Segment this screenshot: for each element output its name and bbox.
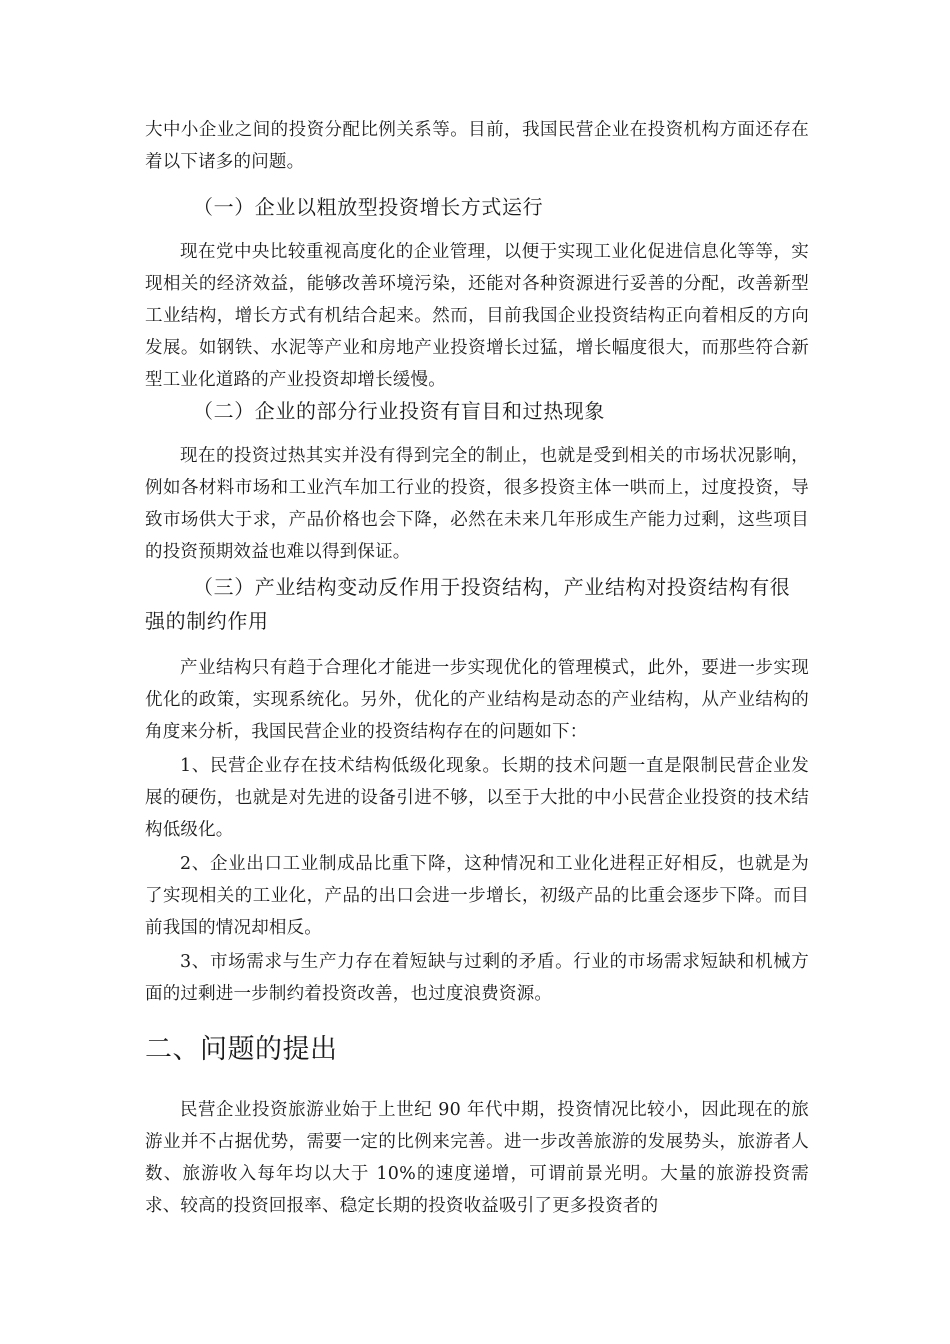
section-heading: 二、问题的提出 bbox=[145, 1034, 338, 1065]
list-item-3: 3、市场需求与生产力存在着短缺与过剩的矛盾。行业的市场需求短缺和机械方面的过剩进一步制约着投资改善，也过度浪费资源。 bbox=[145, 952, 809, 1004]
subheading-2: （二）企业的部分行业投资有盲目和过热现象 bbox=[193, 399, 605, 423]
paragraph-1: 现在党中央比较重视高度化的企业管理，以便于实现工业化促进信息化等等，实现相关的经济效益，能够改善环境污染，还能对各种资源进行妥善的分配，改善新型工业结构，增长方式有机结合起来。然而，目前我国企业投资结构正向着相反的方向发展。如钢铁、水泥等产业和房地产业投资增长过猛，增长幅度很大，而那些符合新型工业化道路的产业投资却增长缓慢。 bbox=[145, 242, 809, 390]
subheading-1: （一）企业以粗放型投资增长方式运行 bbox=[193, 195, 544, 219]
subheading-3: （三）产业结构变动反作用于投资结构，产业结构对投资结构有很强的制约作用 bbox=[145, 575, 791, 633]
paragraph-4: 民营企业投资旅游业始于上世纪 90 年代中期，投资情况比较小，因此现在的旅游业并不占据优势，需要一定的比例来完善。进一步改善旅游的发展势头，旅游者人数、旅游收入每年均以大于 10%的速度递增，可谓前景光明。大量的旅游投资需求、较高的投资回报率、稳定长期的投资收益吸引了更多投资者的 bbox=[145, 1100, 809, 1216]
intro-paragraph: 大中小企业之间的投资分配比例关系等。目前，我国民营企业在投资机构方面还存在着以下诸多的问题。 bbox=[145, 120, 809, 172]
paragraph-2: 现在的投资过热其实并没有得到完全的制止，也就是受到相关的市场状况影响，例如各材料市场和工业汽车加工行业的投资，很多投资主体一哄而上，过度投资，导致市场供大于求，产品价格也会下降，必然在未来几年形成生产能力过剩，这些项目的投资预期效益也难以得到保证。 bbox=[145, 446, 809, 562]
list-item-2: 2、企业出口工业制成品比重下降，这种情况和工业化进程正好相反，也就是为了实现相关的工业化，产品的出口会进一步增长，初级产品的比重会逐步下降。而目前我国的情况却相反。 bbox=[145, 854, 809, 938]
list-item-1: 1、民营企业存在技术结构低级化现象。长期的技术问题一直是限制民营企业发展的硬伤，也就是对先进的设备引进不够，以至于大批的中小民营企业投资的技术结构低级化。 bbox=[145, 756, 809, 840]
paragraph-3: 产业结构只有趋于合理化才能进一步实现优化的管理模式，此外，要进一步实现优化的政策，实现系统化。另外，优化的产业结构是动态的产业结构，从产业结构的角度来分析，我国民营企业的投资结构存在的问题如下： bbox=[145, 658, 809, 742]
